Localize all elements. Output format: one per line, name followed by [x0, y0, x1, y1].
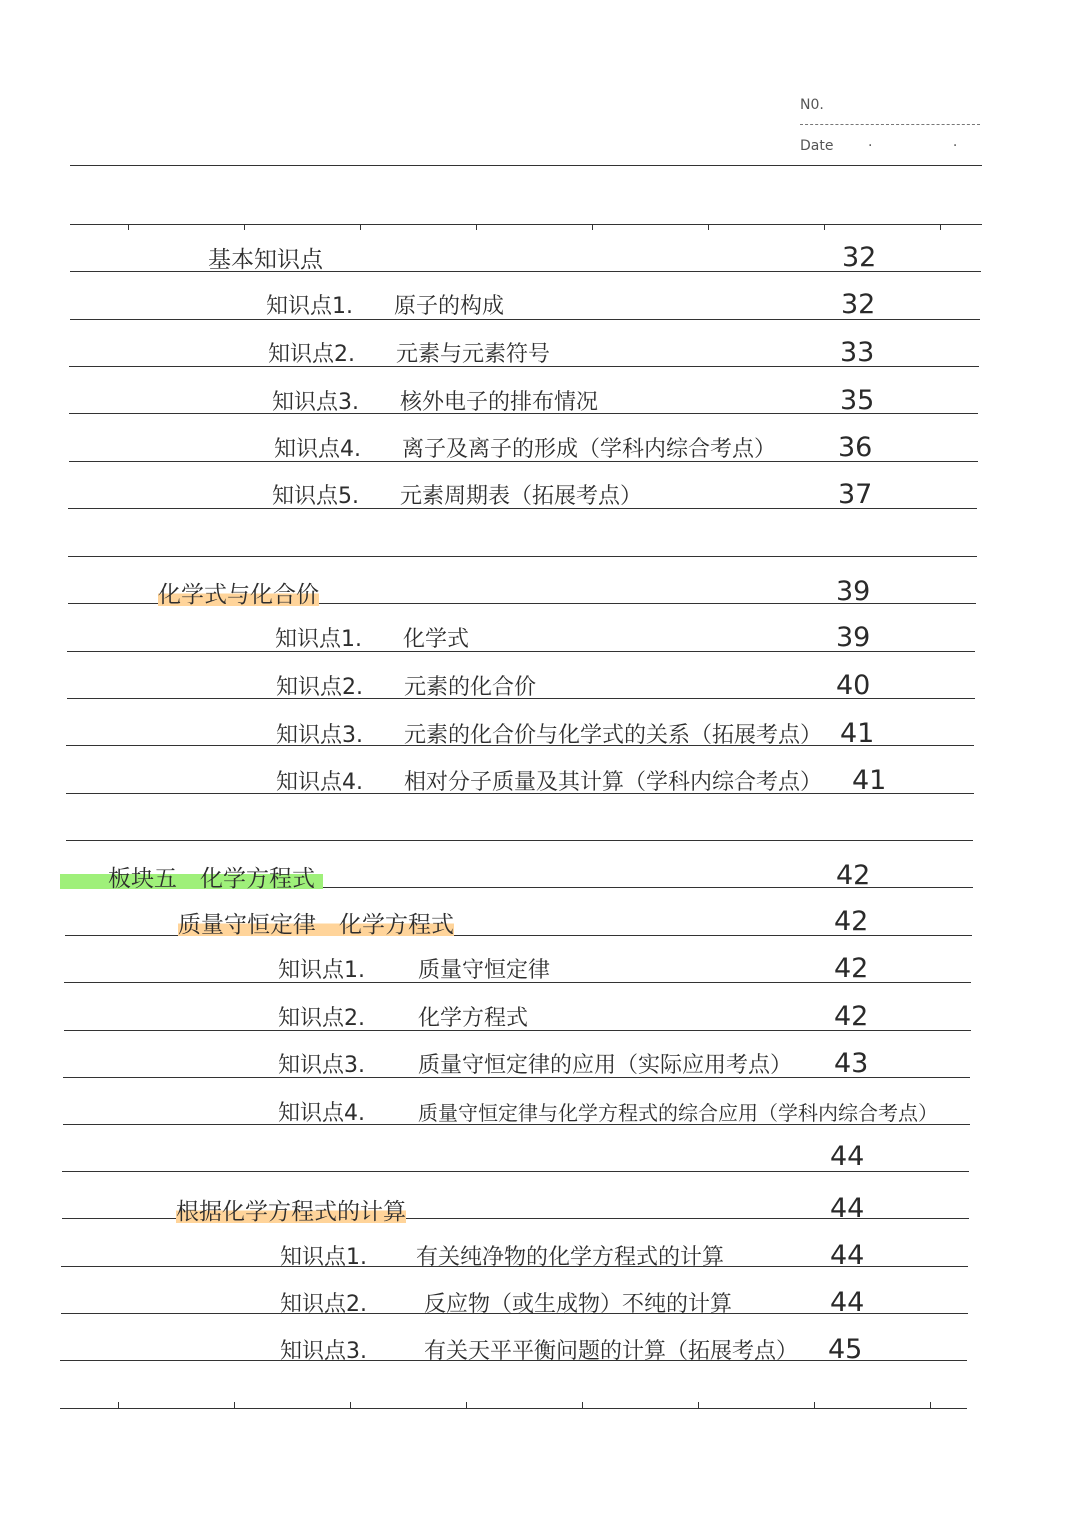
border-tick [244, 224, 245, 230]
border-tick [128, 224, 129, 230]
entry-label: 知识点1. [280, 1245, 367, 1270]
border-tick [940, 224, 941, 230]
page-number: 35 [840, 385, 875, 416]
entry-text: 元素周期表（拓展考点） [400, 484, 643, 509]
page-number: 32 [842, 242, 877, 273]
border-tick [930, 1402, 931, 1408]
block-title [108, 860, 323, 893]
toc-entry [266, 289, 504, 320]
page-number: 33 [840, 337, 875, 368]
ruled-line [66, 840, 973, 841]
page-number: 44 [830, 1193, 865, 1224]
entry-text: 元素的化合价 [404, 675, 537, 700]
border-tick [824, 224, 825, 230]
page-number: 39 [836, 576, 871, 607]
entry-text: 元素的化合价与化学式的关系（拓展考点） [404, 723, 823, 748]
border-tick [476, 224, 477, 230]
block-title-text: 板块五 化学方程式 [60, 866, 323, 892]
section-title-conservation [178, 906, 454, 939]
entry-text: 原子的构成 [394, 294, 505, 319]
border-tick [234, 1402, 235, 1408]
date-separators: · · [868, 138, 996, 154]
entry-label: 知识点4. [274, 437, 361, 462]
entry-label: 知识点1. [266, 294, 353, 319]
entry-text: 离子及离子的形成（学科内综合考点） [402, 437, 777, 462]
border-tick [698, 1402, 699, 1408]
toc-entry [278, 953, 550, 984]
entry-text: 反应物（或生成物）不纯的计算 [424, 1292, 733, 1317]
entry-text: 质量守恒定律 [418, 958, 551, 983]
entry-label: 知识点2. [278, 1006, 365, 1031]
entry-text: 化学方程式 [418, 1006, 529, 1031]
entry-label: 知识点3. [280, 1339, 367, 1364]
toc-entry [276, 765, 822, 796]
border-tick [708, 224, 709, 230]
page-number: 32 [841, 289, 876, 320]
entry-label: 知识点2. [280, 1292, 367, 1317]
toc-entry [280, 1287, 732, 1318]
toc-entry [274, 432, 776, 463]
border-tick [814, 1402, 815, 1408]
entry-label: 知识点4. [278, 1101, 365, 1126]
entry-text: 元素与元素符号 [396, 342, 551, 367]
toc-entry [275, 622, 469, 653]
entry-label: 知识点1. [278, 958, 365, 983]
entry-text: 相对分子质量及其计算（学科内综合考点） [404, 770, 823, 795]
entry-label: 知识点5. [272, 484, 359, 509]
section-title-basic: 基本知识点 [208, 247, 323, 273]
number-label: N0. [800, 97, 824, 113]
toc-entry [276, 670, 536, 701]
page-number: 43 [834, 1048, 869, 1079]
section-title-text: 根据化学方程式的计算 [176, 1199, 406, 1225]
date-label: Date [800, 138, 834, 154]
border-tick [592, 224, 593, 230]
entry-label: 知识点2. [276, 675, 363, 700]
page-number: 45 [828, 1334, 863, 1365]
border-tick [360, 224, 361, 230]
border-tick [350, 1402, 351, 1408]
entry-label: 知识点3. [272, 390, 359, 415]
page-number: 36 [838, 432, 873, 463]
ruled-line-top-border [70, 224, 982, 225]
entry-text: 核外电子的排布情况 [400, 390, 599, 415]
toc-entry [276, 718, 822, 749]
number-dashed-line [800, 124, 980, 125]
page-number: 37 [838, 479, 873, 510]
ruled-line [70, 165, 982, 166]
entry-label: 知识点3. [276, 723, 363, 748]
toc-entry [280, 1334, 798, 1365]
entry-text: 质量守恒定律的应用（实际应用考点） [418, 1053, 793, 1078]
entry-label: 知识点3. [278, 1053, 365, 1078]
section-title-text: 质量守恒定律 化学方程式 [178, 912, 454, 938]
border-tick [466, 1402, 467, 1408]
border-tick [582, 1402, 583, 1408]
entry-text: 质量守恒定律与化学方程式的综合应用（学科内综合考点） [418, 1101, 938, 1125]
toc-entry [272, 479, 642, 510]
page-number: 44 [830, 1287, 865, 1318]
toc-entry [268, 337, 550, 368]
toc-entry [278, 1048, 792, 1079]
page-number: 39 [836, 622, 871, 653]
page-number: 42 [834, 906, 869, 937]
page-number: 41 [852, 765, 887, 796]
page-number: 42 [834, 1001, 869, 1032]
page-number: 40 [836, 670, 871, 701]
border-tick [118, 1402, 119, 1408]
entry-text: 有关纯净物的化学方程式的计算 [416, 1245, 725, 1270]
toc-entry [278, 1096, 938, 1127]
toc-entry [280, 1240, 724, 1271]
toc-entry [278, 1001, 528, 1032]
page-number: 44 [830, 1240, 865, 1271]
entry-label: 知识点4. [276, 770, 363, 795]
page-number: 41 [840, 718, 875, 749]
ruled-line-bottom-border [60, 1408, 967, 1409]
entry-label: 知识点1. [275, 627, 362, 652]
entry-text: 化学式 [403, 627, 470, 652]
ruled-line [68, 556, 977, 557]
entry-label: 知识点2. [268, 342, 355, 367]
entry-text: 有关天平平衡问题的计算（拓展考点） [424, 1339, 799, 1364]
page-number: 44 [830, 1141, 865, 1172]
section-title-calc [176, 1193, 406, 1226]
page-number: 42 [834, 953, 869, 984]
page-number: 42 [836, 860, 871, 891]
toc-entry [272, 385, 598, 416]
section-title-text: 化学式与化合价 [158, 582, 319, 608]
section-title-formula [158, 576, 319, 609]
